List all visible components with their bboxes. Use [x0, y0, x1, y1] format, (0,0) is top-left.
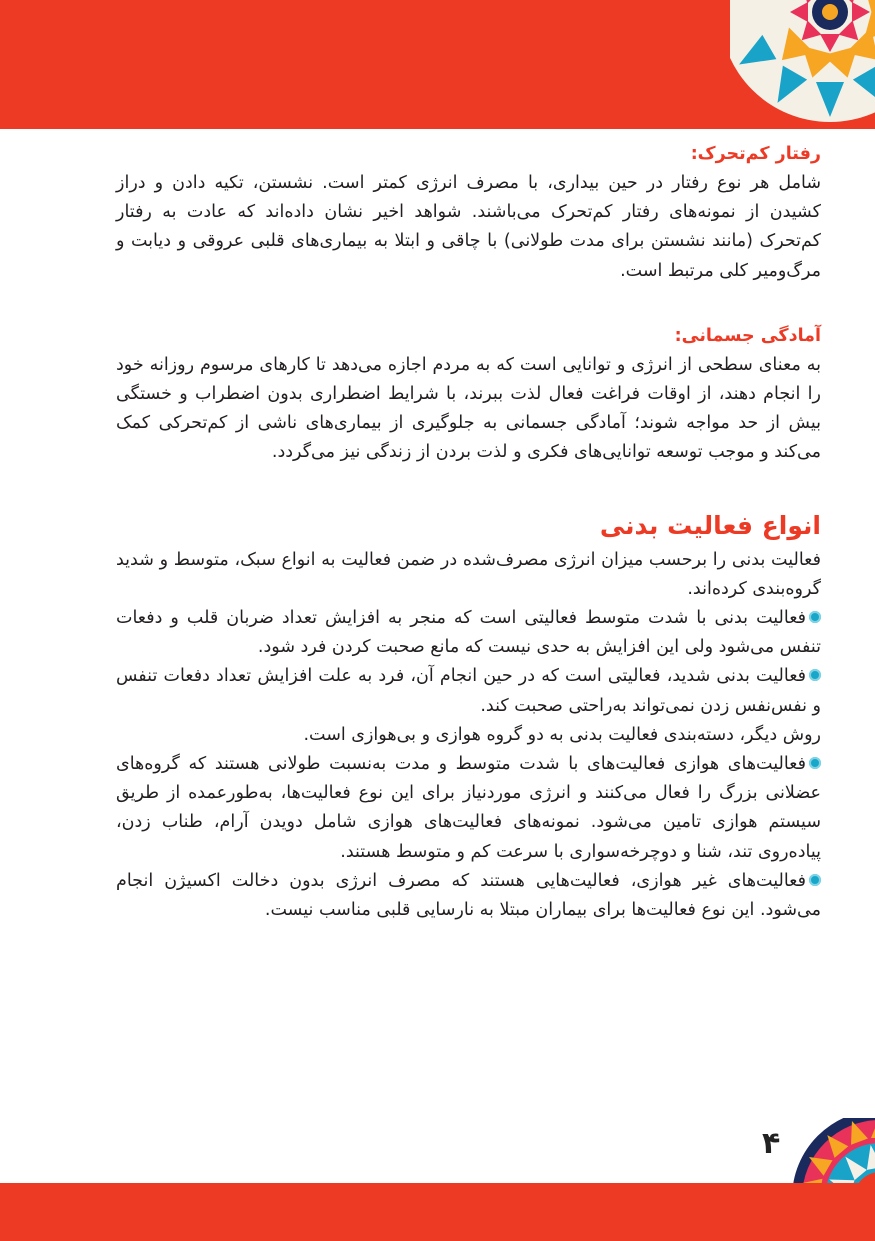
- aerobic-activity-text: فعالیت‌های هوازی فعالیت‌های با شدت متوسط و مدت به‌نسبت طولانی هستند که گروه‌های عضلانی بزرگ را فعال می‌کنند و انرژی موردنیاز برای این نوع فعالیت‌ها، به‌طورعمده از طریق سیستم هوازی تامین می‌شود. نمونه‌های فعالیت‌های هوازی شامل دویدن آرام، طناب زدن، پیاده‌روی تند، شنا و دوچرخه‌سواری با سرعت کم و متوسط هستند.: [116, 754, 821, 862]
- bullet-icon: [809, 669, 821, 681]
- moderate-activity-text: فعالیت بدنی با شدت متوسط فعالیتی است که منجر به افزایش تعداد ضربان قلب و دفعات تنفس می‌شود ولی این افزایش به حدی نیست که مانع صحبت کردن فرد شود.: [116, 608, 821, 658]
- list-item: [116, 867, 821, 925]
- list-item: [116, 662, 821, 720]
- sedentary-behavior-heading: رفتار کم‌تحرک:: [690, 144, 821, 164]
- list-item: [116, 750, 821, 867]
- sedentary-behavior-paragraph: شامل هر نوع رفتار در حین بیداری، با مصرف انرژی کمتر است. نشستن، تکیه دادن و دراز کشیدن از نمونه‌های رفتار کم‌تحرک می‌باشند. شواهد اخیر نشان داده‌اند که عادت به رفتار کم‌تحرک (مانند نشستن برای مدت طولانی) با چاقی و ابتلا به بیماری‌های قلبی عروقی و دیابت و مرگ‌ومیر کلی مرتبط است.: [116, 173, 821, 281]
- activity-types-intro: فعالیت بدنی را برحسب میزان انرژی مصرف‌شده در ضمن فعالیت به انواع سبک، متوسط و شدید گروه‌بندی کرده‌اند.: [116, 549, 821, 599]
- physical-fitness-paragraph: به معنای سطحی از انرژی و توانایی است که به مردم اجازه می‌دهد تا کارهای مرسوم روزانه خود را انجام دهند، از اوقات فراغت فعال لذت ببرند، با شرایط اضطراری بدون اضطراب و خستگی بیش از حد مواجه شوند؛ آمادگی جسمانی به جلوگیری از بیماری‌های ناشی از کم‌تحرکی کمک می‌کند و موجب توسعه توانایی‌های فکری و لذت بردن از زندگی نیز می‌گردد.: [116, 354, 821, 463]
- list-item: [116, 604, 821, 662]
- physical-activity-types-heading: انواع فعالیت بدنی: [599, 510, 821, 540]
- footer-band: [0, 1183, 875, 1241]
- bullet-icon: [809, 874, 821, 886]
- page-content: [116, 140, 821, 925]
- anaerobic-activity-text: فعالیت‌های غیر هوازی، فعالیت‌هایی هستند که مصرف انرژی بدون دخالت اکسیژن انجام می‌شود. این نوع فعالیت‌ها برای بیماران مبتلا به نارسایی قلبی مناسب نیست.: [116, 870, 821, 921]
- decorative-mandala-top-icon: [730, 0, 875, 125]
- bullet-icon: [809, 611, 821, 623]
- page-number: ۴: [762, 1126, 781, 1161]
- classification-text: روش دیگر، دسته‌بندی فعالیت بدنی به دو گروه هوازی و بی‌هوازی است.: [303, 724, 821, 745]
- bullet-icon: [809, 757, 821, 769]
- vigorous-activity-text: فعالیت بدنی شدید، فعالیتی است که در حین انجام آن، فرد به علت افزایش تعداد دفعات تنفس و نفس‌نفس زدن نمی‌تواند به‌راحتی صحبت کند.: [116, 666, 821, 716]
- physical-fitness-heading: آمادگی جسمانی:: [674, 325, 821, 346]
